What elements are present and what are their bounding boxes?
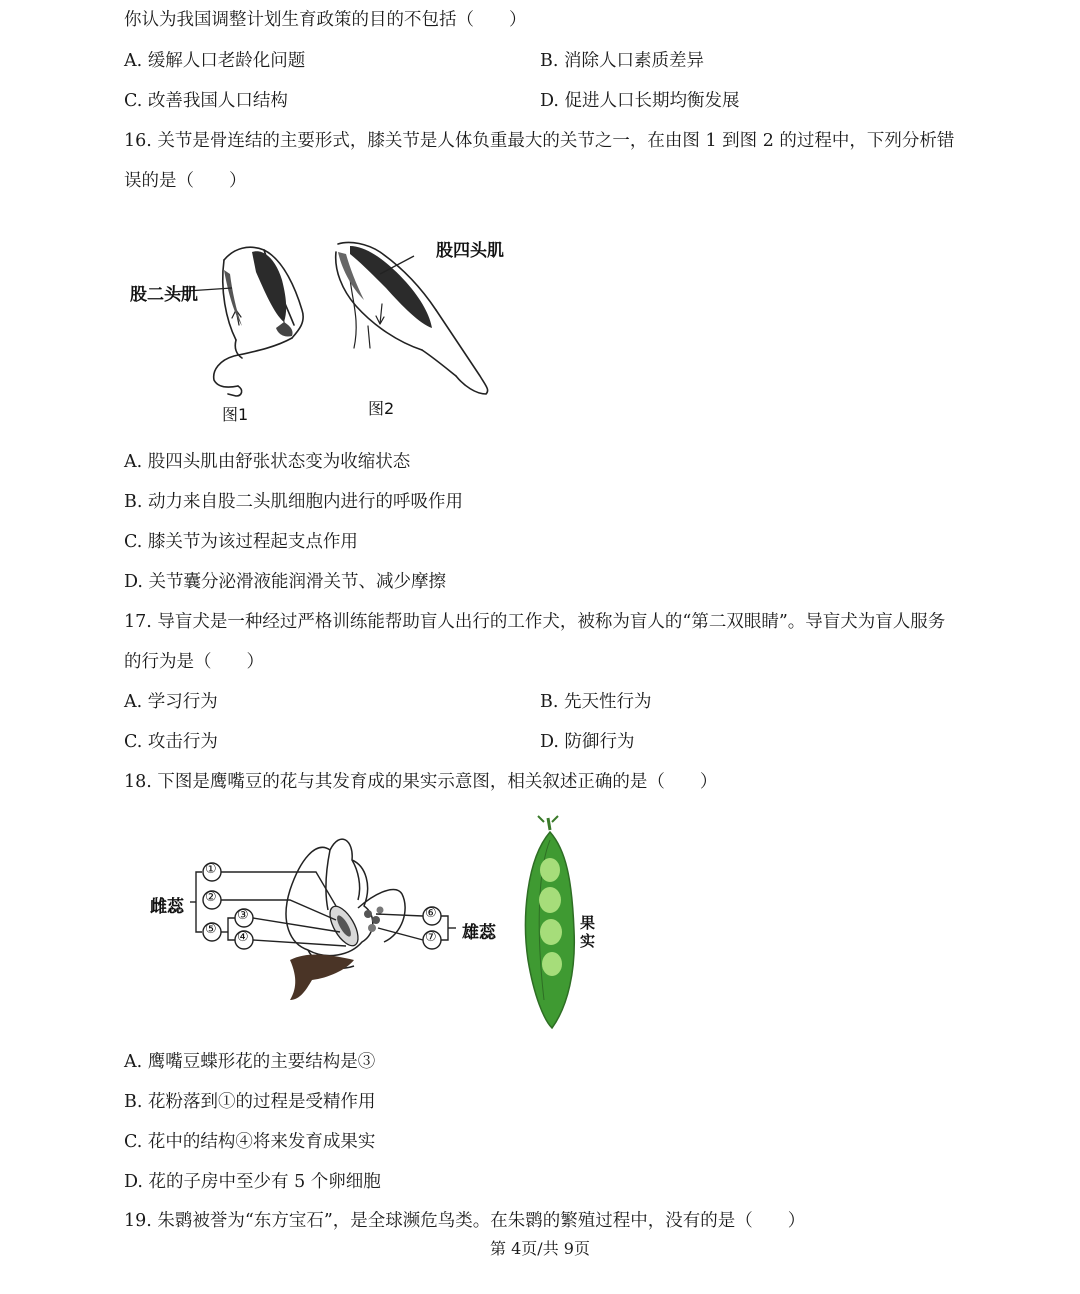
circled-label-4: ④ [237,930,249,945]
circled-label-2: ② [205,890,217,905]
label-quadriceps: 股四头肌 [436,241,504,261]
q17-option-d: D. 防御行为 [540,732,635,752]
q16-stem-line1: 16. 关节是骨连结的主要形式，膝关节是人体负重最大的关节之一，在由图 1 到图 2 的过程中，下列分析错 [124,131,955,151]
circled-label-3: ③ [237,908,249,923]
label-fruit: 果实 [580,914,596,950]
circled-label-6: ⑥ [425,906,437,921]
q18-option-a: A. 鹰嘴豆蝶形花的主要结构是③ [124,1052,376,1072]
q17-stem-line1: 17. 导盲犬是一种经过严格训练能帮助盲人出行的工作犬，被称为盲人的“第二双眼睛”。导盲犬为盲人服务 [124,612,946,632]
chickpea-figure [140,810,620,1030]
q16-option-b: B. 动力来自股二头肌细胞内进行的呼吸作用 [124,492,463,512]
q16-option-a: A. 股四头肌由舒张状态变为收缩状态 [124,452,411,472]
caption-figure-1: 图1 [222,405,249,424]
circled-label-1: ① [205,862,217,877]
q18-option-b: B. 花粉落到①的过程是受精作用 [124,1092,376,1112]
q18-option-c: C. 花中的结构④将来发育成果实 [124,1132,376,1152]
q18-option-d: D. 花的子房中至少有 5 个卵细胞 [124,1172,381,1192]
caption-figure-2: 图2 [368,399,395,418]
q18-stem: 18. 下图是鹰嘴豆的花与其发育成的果实示意图，相关叙述正确的是（ ） [124,772,718,792]
label-biceps-femoris: 股二头肌 [130,285,198,305]
q15-option-c: C. 改善我国人口结构 [124,91,288,111]
q16-option-d: D. 关节囊分泌滑液能润滑关节、减少摩擦 [124,572,447,592]
q17-stem-line2: 的行为是（ ） [124,652,264,672]
label-pistil: 雌蕊 [150,897,184,917]
q17-option-a: A. 学习行为 [124,692,218,712]
q17-option-b: B. 先天性行为 [540,692,652,712]
circled-label-7: ⑦ [425,930,437,945]
circled-label-5: ⑤ [205,922,217,937]
label-stamen: 雄蕊 [462,923,496,943]
q16-stem-line2: 误的是（ ） [124,171,247,191]
page-number-footer: 第 4页/共 9页 [490,1239,590,1258]
q15-stem: 你认为我国调整计划生育政策的目的不包括（ ） [124,10,527,30]
q15-option-d: D. 促进人口长期均衡发展 [540,91,740,111]
knee-joint-figure [124,230,524,430]
q15-option-b: B. 消除人口素质差异 [540,51,704,71]
q16-option-c: C. 膝关节为该过程起支点作用 [124,532,358,552]
q17-option-c: C. 攻击行为 [124,732,218,752]
q15-option-a: A. 缓解人口老龄化问题 [124,51,306,71]
flower-and-pod-illustration [140,810,620,1030]
q19-stem: 19. 朱鹮被誉为“东方宝石”，是全球濒危鸟类。在朱鹮的繁殖过程中，没有的是（ ） [124,1211,806,1231]
